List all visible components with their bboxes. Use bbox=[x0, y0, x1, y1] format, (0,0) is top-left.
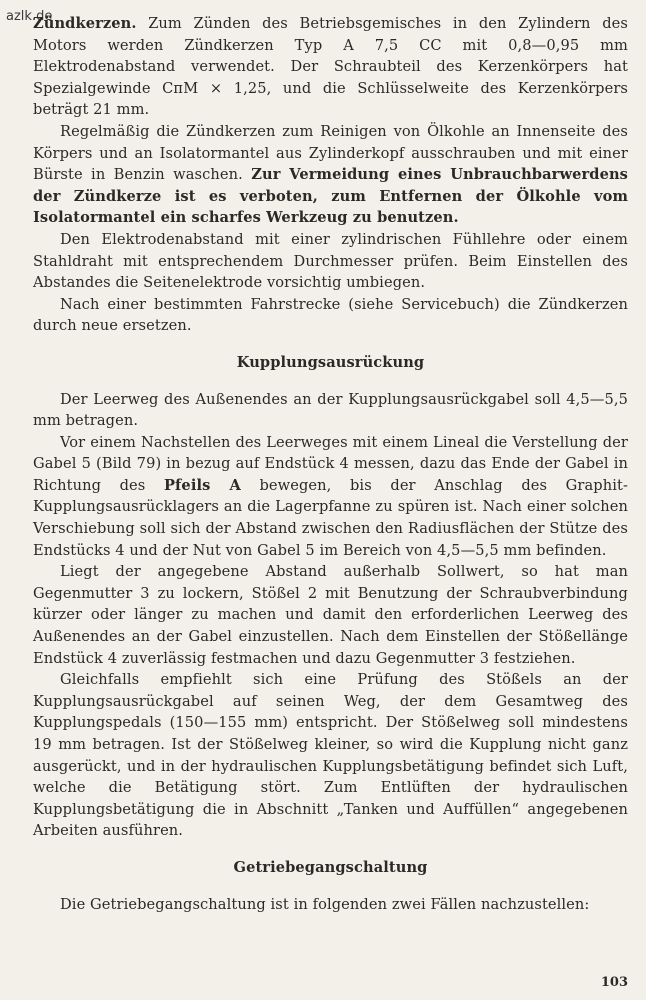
spark-plug-warning-text: Zur Vermeidung eines Unbrauchbarwerdens der Zündkerze ist es verboten, zum Entfernen der Ölkohle vom Isolatormantel ein scharfes Werkzeug zu benutzen. bbox=[33, 166, 628, 227]
pushrod-travel-paragraph: Gleichfalls empfiehlt sich eine Prüfung des Stößels an der Kupplungsausrückgabel auf seinen Weg, der dem Gesamtweg des Kupplungspedals (150—155 mm) entspricht. Der Stößelweg soll mindestens 19 mm betragen. Ist der Stößelweg kleiner, so wird die Kupplung nicht ganz ausgerückt, und in der hydraulischen Kupplungsbetätigung befindet sich Luft, welche die Betätigung stört. Zum Entlüften der hydraulischen Kupplungsbetätigung die in Abschnitt „Tanken und Auffüllen“ angegebenen Arbeiten ausführen. bbox=[33, 671, 628, 840]
gearshift-intro-paragraph: Die Getriebegangschaltung ist in folgenden zwei Fällen nachzustellen: bbox=[60, 895, 590, 913]
clutch-measurement-text-b: bewegen, bis der Anschlag des Graphit-Kupplungsausrücklagers an die Lagerpfanne zu spüren ist. Nach einer solchen Verschiebung soll sich der Abstand zwischen den Radiusflächen der Stütze des Endstücks 4 und der Nut von Gabel 5 im Bereich von 4,5—5,5 mm befinden. bbox=[33, 476, 629, 559]
spark-plug-intro-paragraph bbox=[33, 13, 628, 121]
clutch-adjustment-paragraph: Liegt der angegebene Abstand außerhalb Sollwert, so hat man Gegenmutter 3 zu lockern, Stößel 2 mit Benutzung der Schraubverbindung kürzer oder länger zu machen und damit den erforderlichen Leerweg des Außenendes an der Gabel einzustellen. Nach dem Einstellen der Stößellänge Endstück 4 zuverlässig festmachen und dazu Gegenmutter 3 festziehen. bbox=[33, 563, 628, 667]
site-watermark: azlk.de bbox=[6, 9, 53, 24]
spark-plug-cleaning-paragraph bbox=[33, 121, 628, 229]
electrode-gap-paragraph: Den Elektrodenabstand mit einer zylindrischen Fühllehre oder einem Stahldraht mit entsprechendem Durchmesser prüfen. Beim Einstellen des Abstandes die Seitenelektrode vorsichtig umbiegen. bbox=[33, 230, 628, 292]
clutch-free-play-paragraph: Der Leerweg des Außenendes an der Kupplungsausrückgabel soll 4,5—5,5 mm betragen. bbox=[33, 390, 628, 430]
clutch-measurement-text-a: Vor einem Nachstellen des Leerweges mit einem Lineal die Verstellung der Gabel 5 (Bild 79) in bezug auf Endstück 4 messen, dazu das Ende der Gabel in Richtung des bbox=[33, 433, 628, 494]
spark-plug-run-in-heading: Zündkerzen. bbox=[33, 15, 137, 32]
arrow-a-label: Pfeils A bbox=[163, 476, 241, 494]
spark-plug-intro-text: Zum Zünden des Betriebsgemisches in den Zylindern des Motors werden Zündkerzen Typ A 7,5 CC mit 0,8—0,95 mm Elektrodenabstand verwendet. Der Schraubteil des Kerzenkörpers hat Spezialgewinde CпM × 1,25, und die Schlüsselweite des Kerzenkörpers beträgt 21 mm. bbox=[33, 15, 628, 119]
spark-plug-replacement-paragraph: Nach einer bestimmten Fahrstrecke (siehe Servicebuch) die Zündkerzen durch neue ersetzen. bbox=[33, 295, 628, 335]
document-page bbox=[33, 13, 628, 915]
spark-plug-cleaning-text: Regelmäßig die Zündkerzen zum Reinigen von Ölkohle an Innenseite des Körpers und an Isolatormantel aus Zylinderkopf ausschrauben und mit einer Bürste in Benzin waschen. bbox=[33, 122, 628, 184]
clutch-release-heading: Kupplungsausrückung bbox=[236, 353, 425, 371]
page-number: 103 bbox=[600, 975, 628, 990]
gearshift-heading: Getriebegangschaltung bbox=[233, 858, 428, 876]
clutch-measurement-paragraph bbox=[33, 432, 628, 562]
